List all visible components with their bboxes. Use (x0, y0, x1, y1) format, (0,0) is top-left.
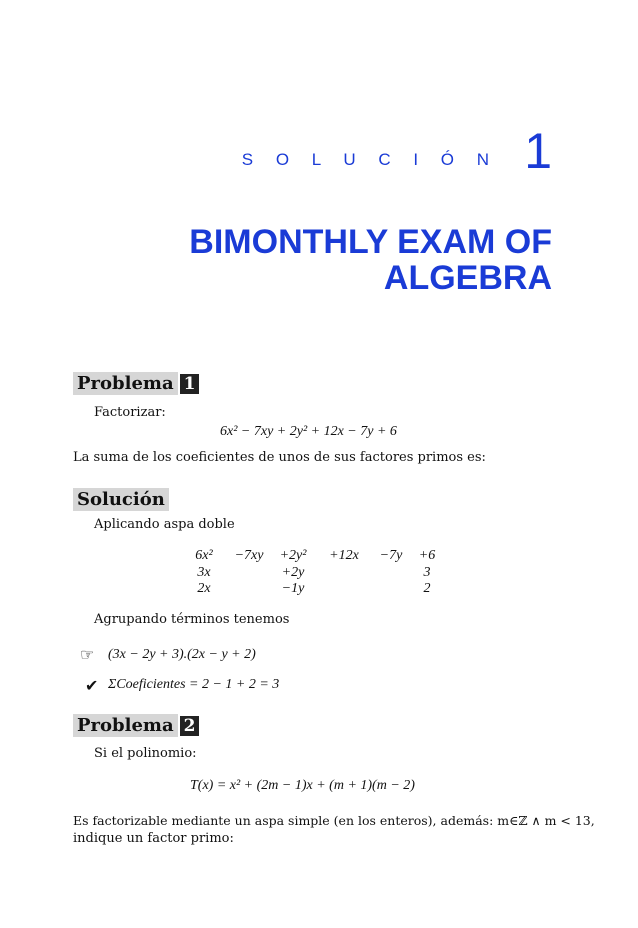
table-cell: 6x² (195, 548, 213, 563)
checkmark-icon: ✔ (85, 676, 99, 695)
table-cell: +6 (418, 548, 436, 563)
solution-method: Aplicando aspa doble (94, 517, 235, 532)
table-cell: 3x (197, 565, 211, 580)
problem-1-heading (73, 372, 199, 395)
table-cell: −7y (379, 548, 403, 563)
problem-1-expression: 6x² − 7xy + 2y² + 12x − 7y + 6 (220, 424, 397, 439)
table-cell: +2y (281, 565, 305, 580)
table-cell: 2x (197, 581, 211, 596)
solution-sum: ΣCoeficientes = 2 − 1 + 2 = 3 (108, 677, 280, 692)
table-cell: 2 (423, 581, 431, 596)
table-cell: +12x (329, 548, 359, 563)
solution-label: Solución (73, 488, 169, 511)
problem-1-question: La suma de los coeficientes de unos de sus factores primos es: (73, 450, 486, 465)
solution-grouping: Agrupando términos tenemos (94, 612, 290, 627)
table-cell: −7xy (234, 548, 264, 563)
problem-1-number: 1 (180, 374, 200, 394)
chapter-title-line2: ALGEBRA (383, 259, 552, 297)
problem-2-number: 2 (180, 716, 200, 736)
solution-heading (73, 488, 169, 511)
problem-2-statement-line2: indique un factor primo: (73, 831, 234, 846)
problem-1-label: Problema (73, 372, 178, 395)
problem-1-intro: Factorizar: (94, 405, 166, 420)
problem-2-heading (73, 714, 199, 737)
chapter-label: S O L U C I Ó N (241, 150, 498, 169)
problem-2-label: Problema (73, 714, 178, 737)
table-cell: +2y² (279, 548, 307, 563)
problem-2-intro: Si el polinomio: (94, 746, 197, 761)
pointing-hand-icon: ☞ (80, 645, 95, 664)
problem-2-statement-line1: Es factorizable mediante un aspa simple (en los enteros), además: m∈ℤ ∧ m < 13, (73, 813, 595, 828)
chapter-title-line1: BIMONTHLY EXAM OF (189, 223, 552, 261)
solution-factors: (3x − 2y + 3).(2x − y + 2) (108, 647, 256, 662)
chapter-number: 1 (524, 123, 552, 179)
problem-2-expression: T(x) = x² + (2m − 1)x + (m + 1)(m − 2) (190, 778, 415, 793)
table-cell: −1y (281, 581, 305, 596)
chapter-title (92, 224, 552, 296)
table-cell: 3 (423, 565, 431, 580)
